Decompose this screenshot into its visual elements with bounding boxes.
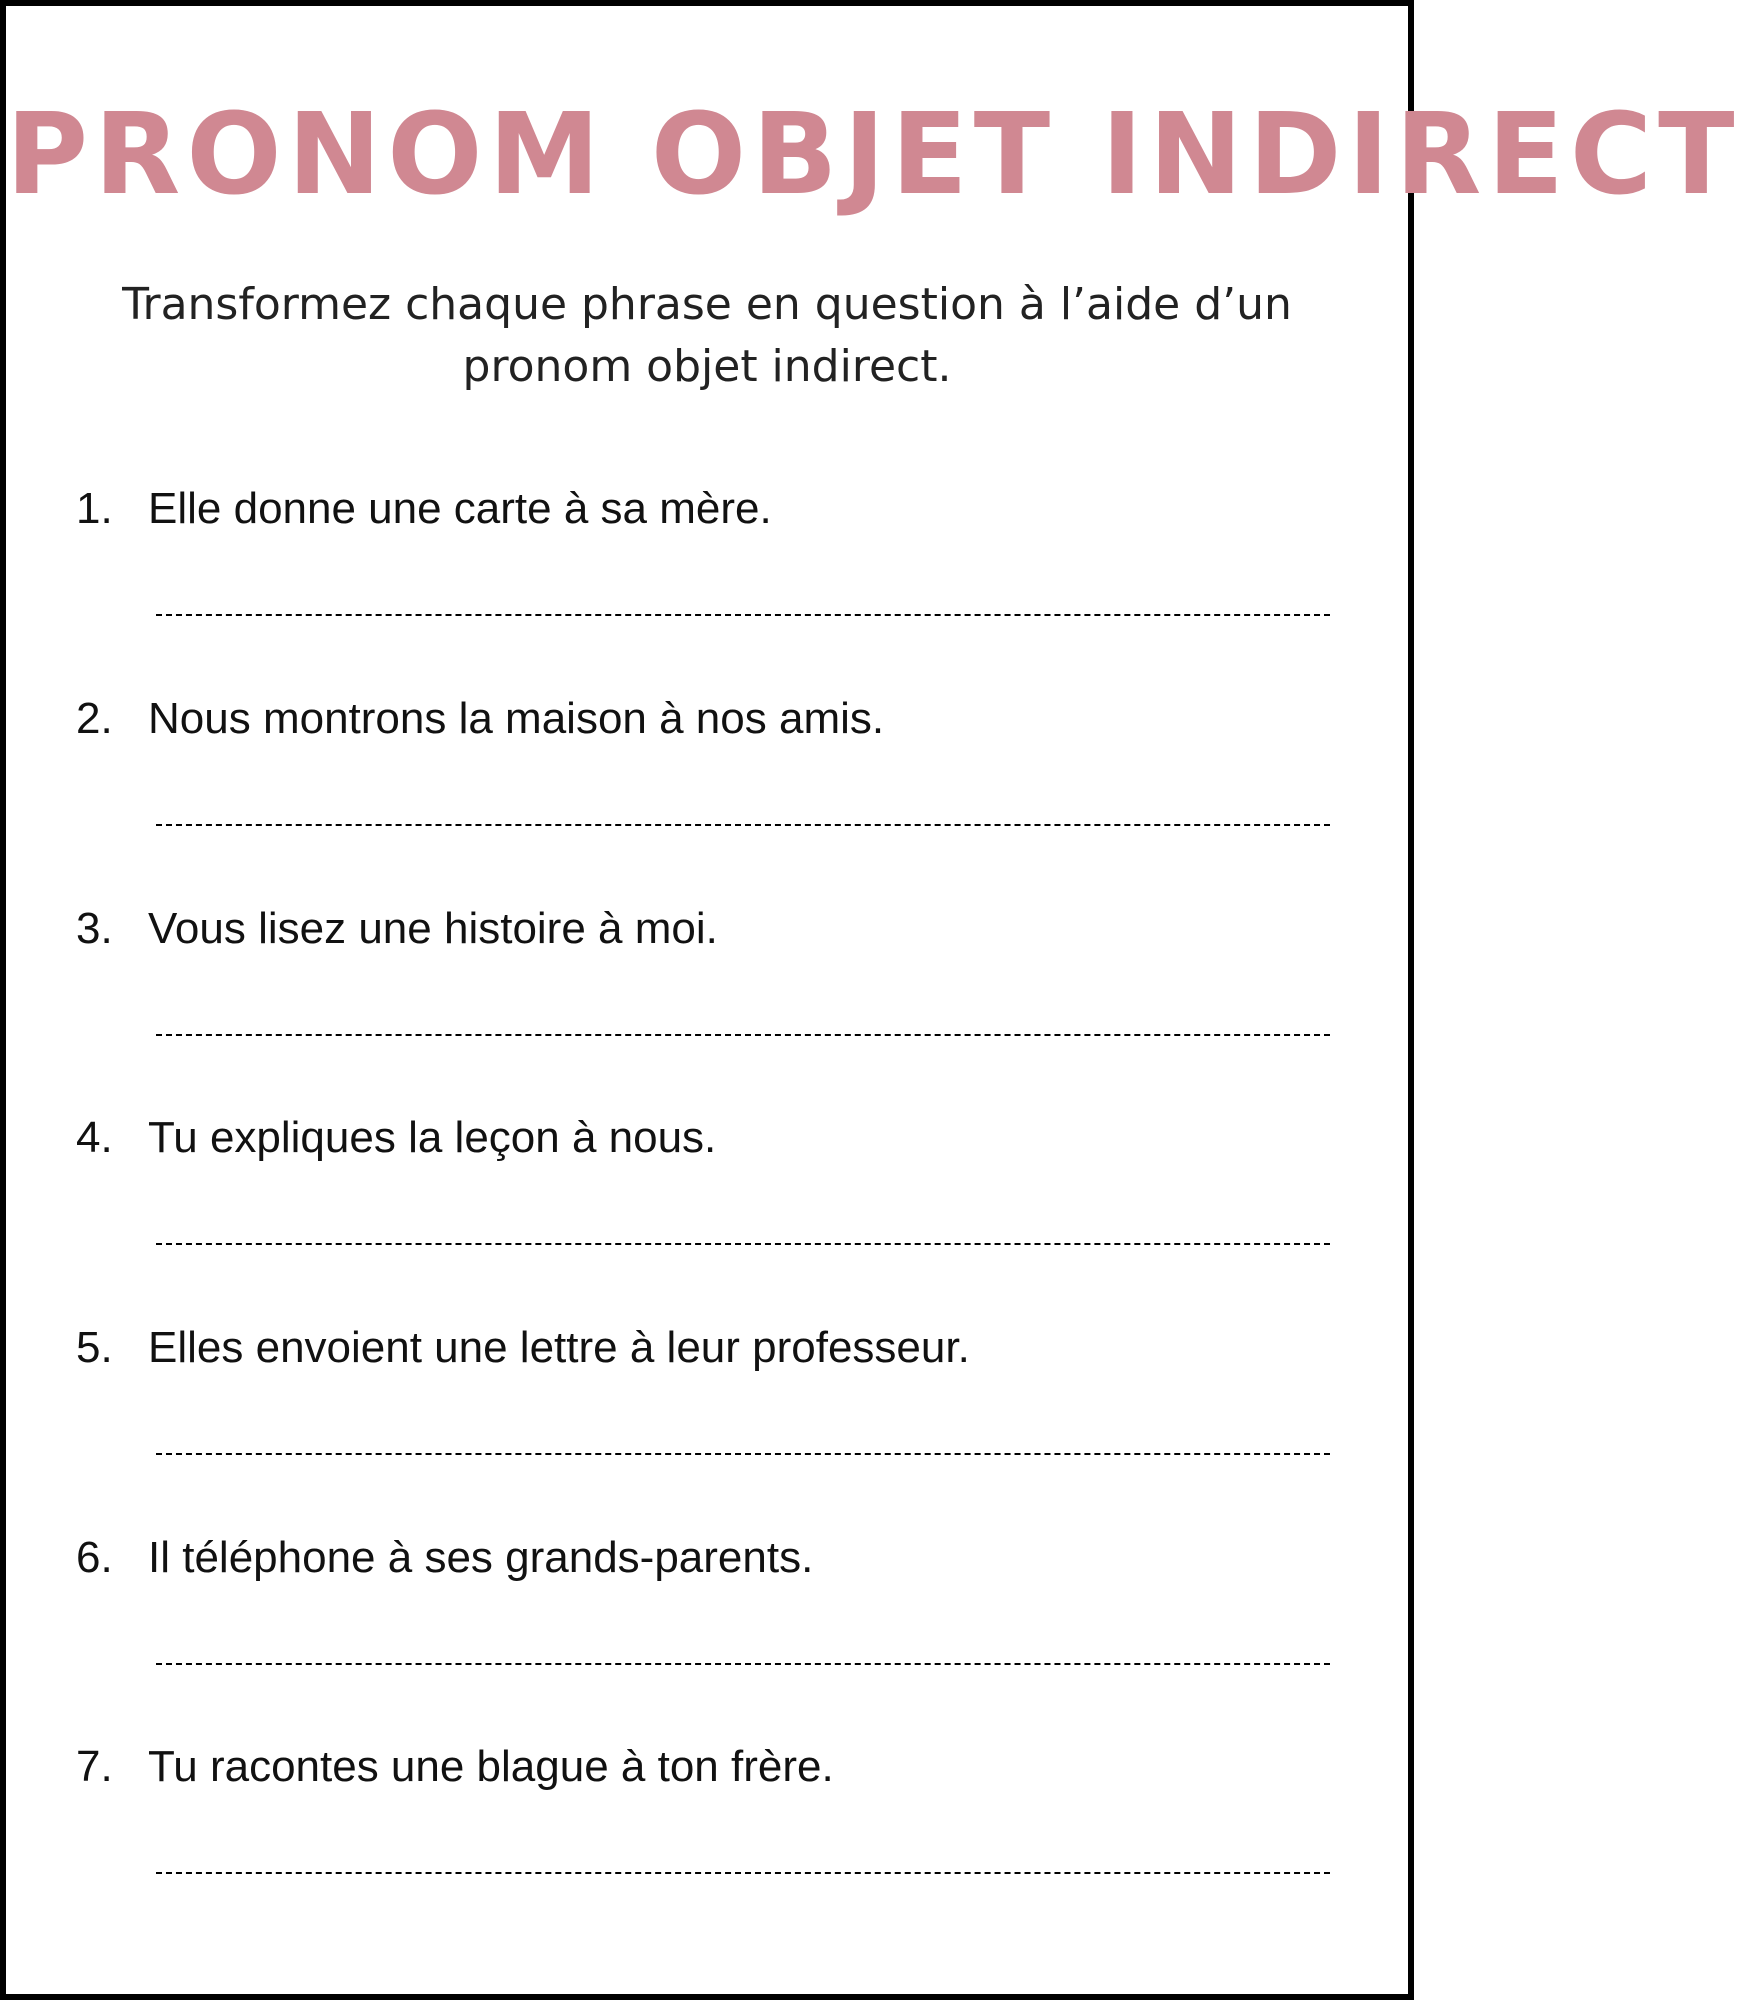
exercise-item-4 [6, 1111, 1408, 1311]
item-number: 2. [76, 694, 113, 743]
exercise-item-7 [6, 1740, 1408, 1940]
item-sentence: Vous lisez une histoire à moi. [148, 904, 718, 953]
instructions-text: Transformez chaque phrase en question à l’aide d’un pronom objet indirect. [122, 279, 1292, 392]
answer-line[interactable] [156, 1872, 1330, 1874]
item-sentence: Tu racontes une blague à ton frère. [148, 1742, 834, 1791]
exercise-item-6 [6, 1531, 1408, 1731]
item-number: 1. [76, 484, 113, 533]
item-number: 7. [76, 1742, 113, 1791]
item-sentence: Nous montrons la maison à nos amis. [148, 694, 885, 743]
answer-line[interactable] [156, 614, 1330, 616]
exercise-item-1 [6, 482, 1408, 682]
exercise-item-5 [6, 1321, 1408, 1521]
worksheet-title: PRONOM OBJET INDIRECT [6, 90, 1740, 220]
answer-line[interactable] [156, 824, 1330, 826]
item-sentence: Elle donne une carte à sa mère. [148, 484, 772, 533]
item-number: 4. [76, 1113, 113, 1162]
item-sentence: Elles envoient une lettre à leur professeur. [148, 1323, 970, 1372]
answer-line[interactable] [156, 1663, 1330, 1665]
item-number: 5. [76, 1323, 113, 1372]
item-sentence: Il téléphone à ses grands-parents. [148, 1533, 814, 1582]
item-number: 3. [76, 904, 113, 953]
answer-line[interactable] [156, 1034, 1330, 1036]
exercise-item-2 [6, 692, 1408, 892]
exercise-item-3 [6, 902, 1408, 1102]
item-sentence: Tu expliques la leçon à nous. [148, 1113, 717, 1162]
answer-line[interactable] [156, 1243, 1330, 1245]
item-number: 6. [76, 1533, 113, 1582]
answer-line[interactable] [156, 1453, 1330, 1455]
